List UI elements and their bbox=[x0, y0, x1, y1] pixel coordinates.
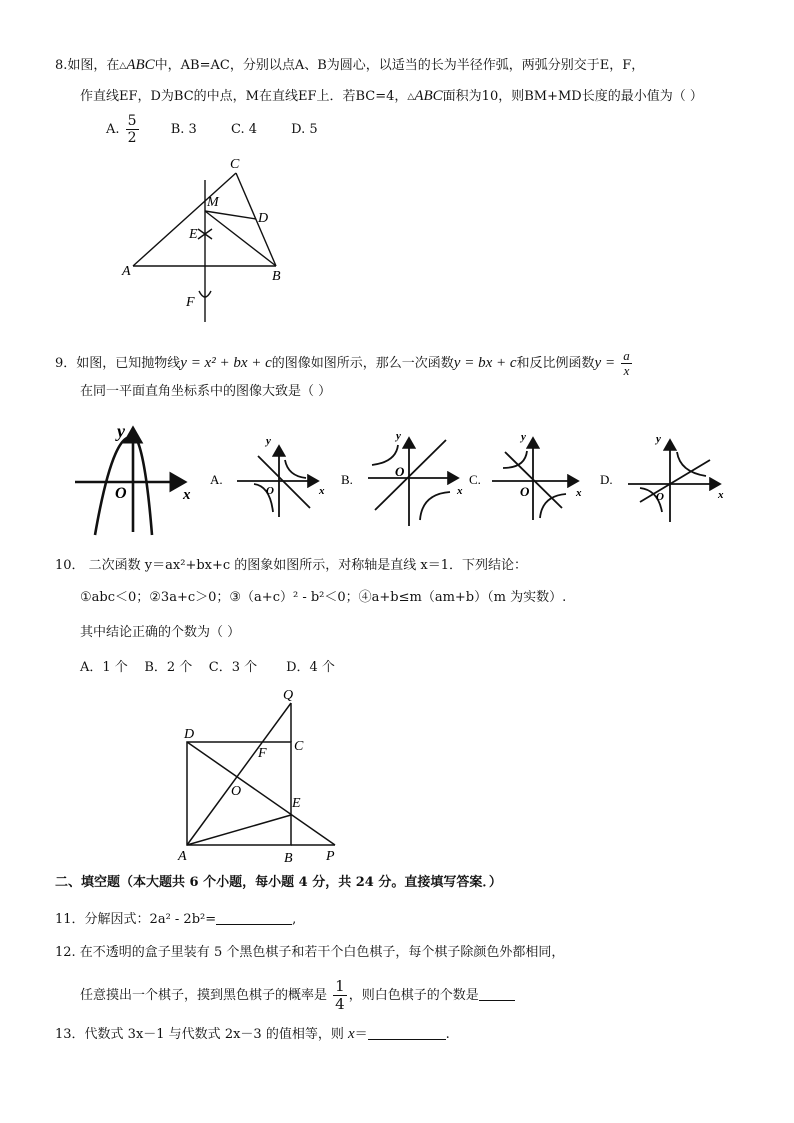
q13-line bbox=[55, 1025, 450, 1044]
q13-variable: x bbox=[347, 1026, 355, 1042]
option-c-label: C. bbox=[469, 472, 481, 487]
label-d: D bbox=[184, 727, 195, 742]
q9-linear-equation: y = bx + c bbox=[453, 355, 517, 371]
origin-label: O bbox=[395, 464, 405, 479]
label-a: A bbox=[178, 849, 187, 864]
q10-line-1: 10． 二次函数 y＝ax²+bx+c 的图象如图所示，对称轴是直线 x＝1．下列结论： bbox=[55, 558, 528, 573]
option-a-label: A. bbox=[210, 472, 223, 487]
label-d: D bbox=[258, 211, 269, 226]
label-b: B bbox=[284, 851, 293, 866]
q9-inverse-lhs: y = bbox=[594, 355, 616, 371]
label-b: B bbox=[272, 269, 281, 284]
q8-line2-rest: 面积为10，则BM+MD长度的最小值为（ ） bbox=[442, 89, 703, 104]
q11-answer-blank[interactable] bbox=[216, 910, 292, 925]
q8-option-c: C. 4 bbox=[230, 122, 257, 137]
q11-line bbox=[55, 910, 296, 929]
label-q: Q bbox=[283, 688, 294, 703]
label-f: F bbox=[258, 746, 267, 761]
axis-x-label: x bbox=[183, 487, 191, 503]
origin-label: O bbox=[115, 485, 127, 502]
segment-ae bbox=[187, 815, 291, 845]
label-e: E bbox=[292, 796, 301, 811]
label-o: O bbox=[231, 784, 242, 799]
q12-answer-blank[interactable] bbox=[479, 986, 515, 1001]
q12-line2-start: 任意摸出一个棋子，摸到黑色棋子的概率是 bbox=[80, 988, 328, 1003]
q12-line2-rest: ，则白色棋子的个数是 bbox=[348, 988, 479, 1003]
axis-y-label: y bbox=[396, 430, 401, 442]
label-p: P bbox=[326, 849, 335, 864]
option-b-label: B. bbox=[341, 472, 353, 487]
q8-line2-start: 作直线EF，D为BC的中点，M在直线EF上．若BC=4， bbox=[80, 89, 408, 104]
q12-line-2 bbox=[80, 976, 515, 1016]
fraction-numerator: 1 bbox=[335, 977, 345, 995]
q11-tail: , bbox=[292, 912, 297, 927]
q9-parabola-equation: y = x² + bx + c bbox=[180, 355, 272, 371]
triangle-icon: △ bbox=[119, 61, 127, 71]
q13-tail: . bbox=[445, 1027, 450, 1042]
origin-label: O bbox=[656, 491, 664, 503]
label-a: A bbox=[122, 264, 131, 279]
label-f: F bbox=[186, 295, 195, 310]
q10-options: A．1 个 B．2 个 C．3 个 D．4 个 bbox=[80, 660, 335, 675]
q9-line1-start: 9．如图，已知抛物线 bbox=[55, 356, 181, 371]
fraction-numerator: 5 bbox=[127, 113, 137, 129]
origin-label: O bbox=[266, 485, 274, 497]
axis-y-label: y bbox=[266, 435, 271, 447]
q12-line-1: 12. 在不透明的盒子里装有 5 个黑色棋子和若干个白色棋子，每个棋子除颜色外都相同， bbox=[55, 945, 565, 960]
q13-answer-blank[interactable] bbox=[368, 1025, 446, 1040]
origin-label: O bbox=[520, 484, 530, 499]
label-m: M bbox=[207, 195, 219, 210]
label-e: E bbox=[189, 227, 198, 242]
q9-line1-mid: 的图像如图所示，那么一次函数 bbox=[271, 356, 454, 371]
label-c: C bbox=[294, 739, 304, 754]
q8-option-a-label: A. bbox=[106, 122, 120, 137]
segment-aq bbox=[187, 703, 291, 845]
axis-x-label: x bbox=[319, 485, 325, 497]
q8-line1-rest: 中，AB=AC，分别以点A、B为圆心，以适当的长为半径作弧，两弧分别交于E，F， bbox=[154, 58, 645, 73]
q8-option-d: D. 5 bbox=[291, 122, 318, 137]
axis-x-label: x bbox=[576, 487, 582, 499]
q8-triangle-label-2: ABC bbox=[414, 88, 443, 104]
q8-triangle-label: ABC bbox=[126, 57, 155, 73]
q8-option-b: B. 3 bbox=[170, 122, 197, 137]
q10-line-3: 其中结论正确的个数为（ ） bbox=[80, 625, 241, 640]
q13-equals: ＝ bbox=[354, 1027, 368, 1042]
axis-y-label: y bbox=[521, 431, 526, 443]
q12-probability-fraction bbox=[333, 978, 347, 1013]
q13-text: 13．代数式 3x－1 与代数式 2x－3 的值相等，则 bbox=[55, 1027, 348, 1042]
triangle-icon: △ bbox=[407, 92, 415, 102]
axis-y-label: y bbox=[117, 421, 125, 441]
fraction-denominator: 4 bbox=[335, 995, 345, 1013]
fraction-numerator: a bbox=[623, 348, 630, 363]
section-2-heading: 二、填空题（本大题共 6 个小题，每小题 4 分，共 24 分。直接填写答案．） bbox=[55, 875, 502, 890]
label-c: C bbox=[230, 157, 240, 172]
q9-line-2: 在同一平面直角坐标系中的图像大致是（ ） bbox=[80, 384, 332, 399]
q9-line1-end: 和反比例函数 bbox=[516, 356, 595, 371]
axis-y-label: y bbox=[656, 433, 661, 445]
axis-x-label: x bbox=[718, 489, 724, 501]
axis-x-label: x bbox=[457, 485, 463, 497]
fraction-denominator: x bbox=[623, 363, 630, 378]
q8-line1-start: 8.如图，在 bbox=[55, 58, 120, 73]
q11-text: 11．分解因式：2a² - 2b²= bbox=[55, 912, 217, 927]
option-d-label: D. bbox=[600, 472, 613, 487]
q10-line-2: ①abc＜0；②3a+c＞0；③（a+c）² - b²＜0；④a+b≤m（am+b）（m 为实数）. bbox=[80, 590, 567, 605]
fraction-denominator: 2 bbox=[127, 130, 137, 146]
